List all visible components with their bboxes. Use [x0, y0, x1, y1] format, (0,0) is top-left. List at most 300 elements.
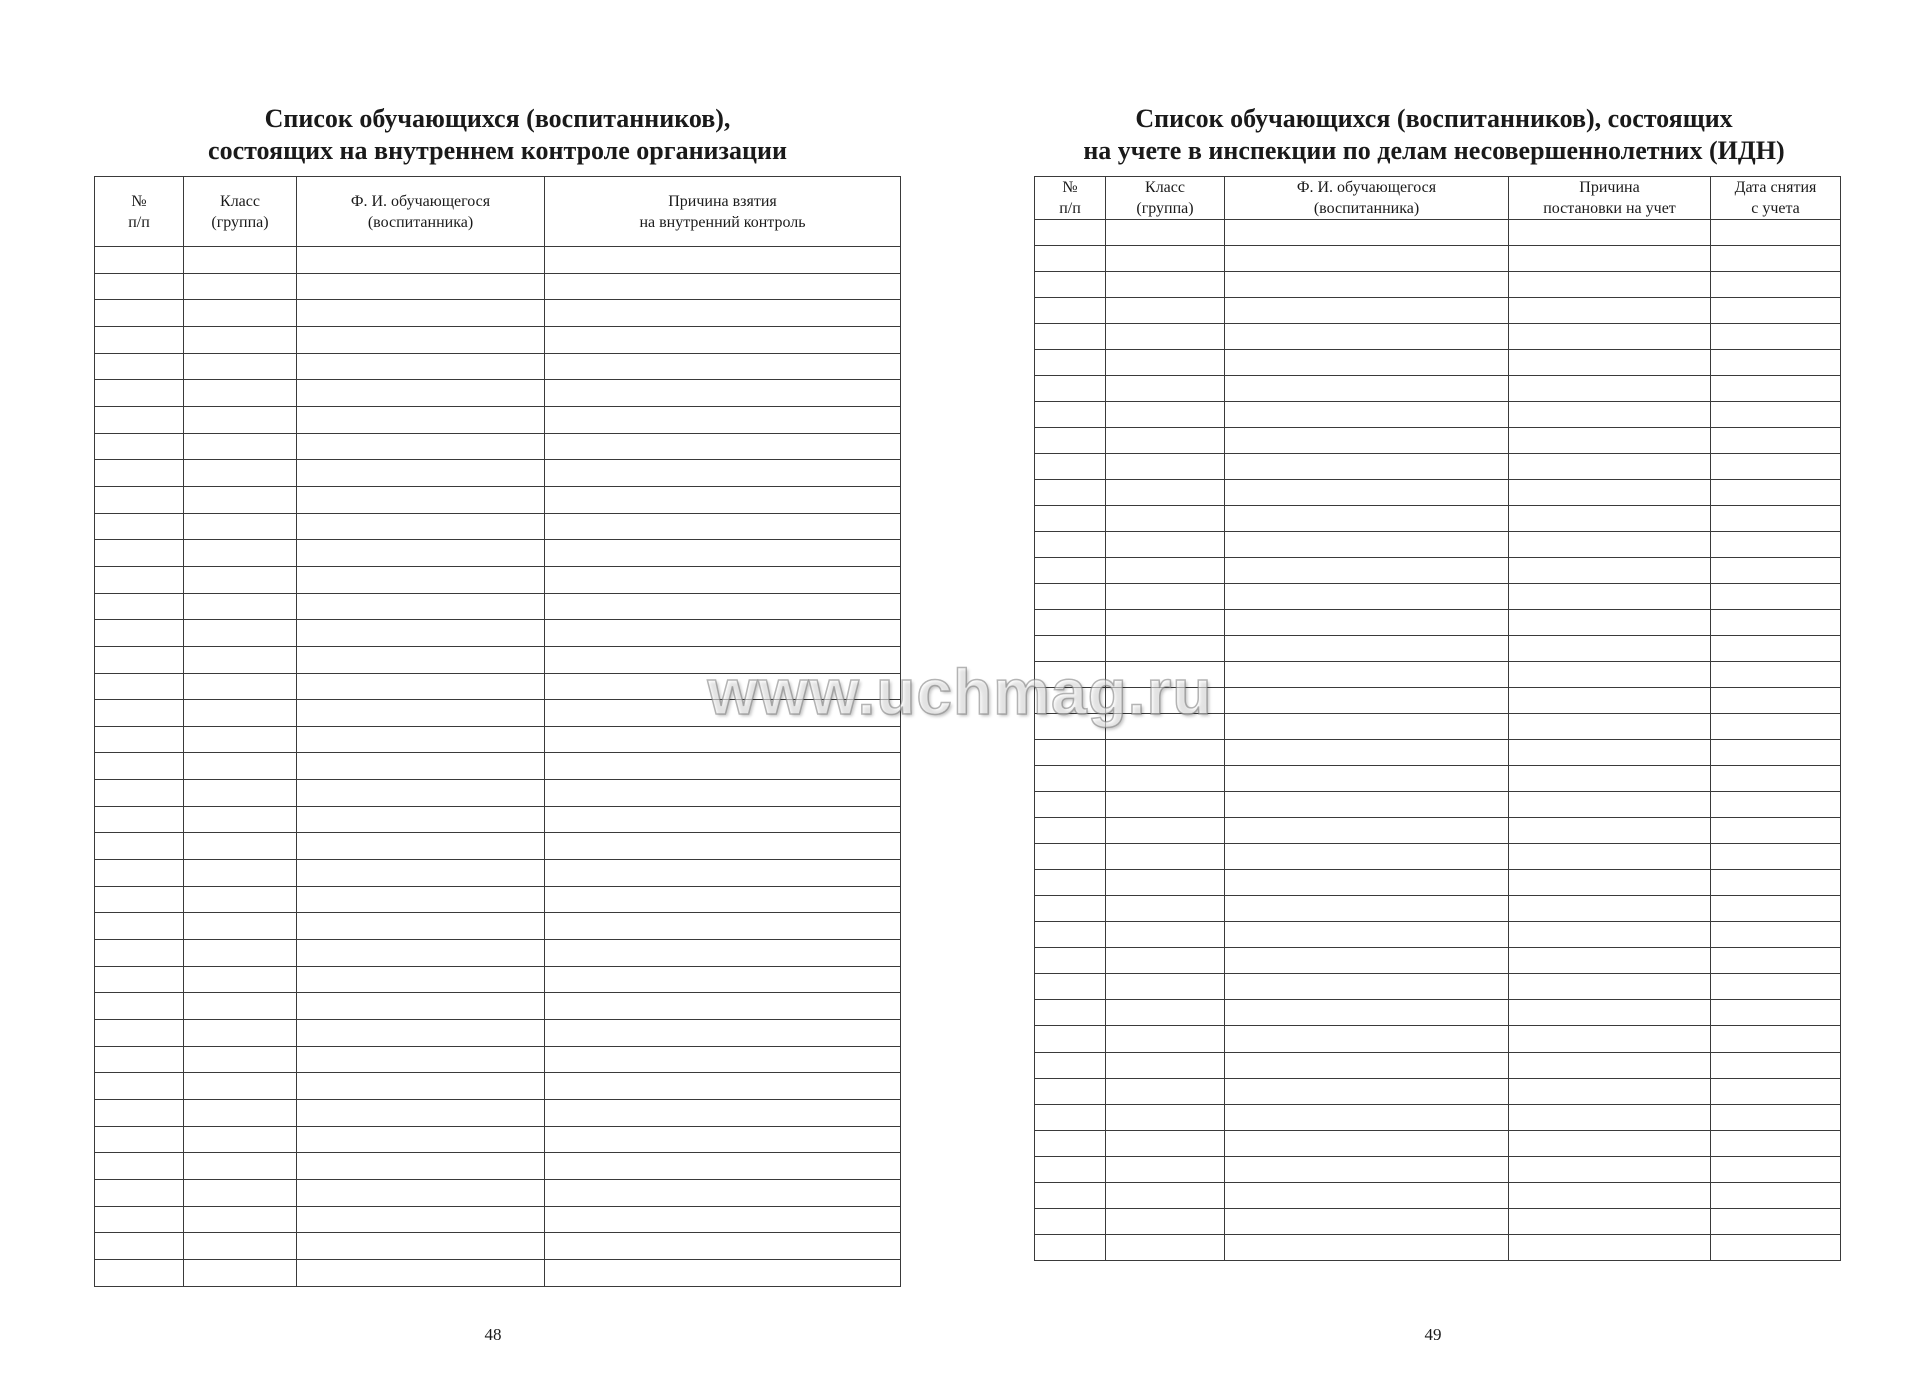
- left-table-cell: [95, 247, 184, 274]
- right-table-cell: [1711, 376, 1841, 402]
- left-title-line1: Список обучающихся (воспитанников),: [264, 104, 731, 133]
- right-table-cell: [1225, 1000, 1509, 1026]
- left-table-cell: [297, 540, 545, 567]
- right-table-cell: [1035, 818, 1106, 844]
- left-table-cell: [297, 566, 545, 593]
- right-table-cell: [1509, 428, 1711, 454]
- right-table-cell: [1509, 740, 1711, 766]
- right-table-row: [1035, 1130, 1841, 1156]
- right-table-body: [1035, 220, 1841, 1261]
- left-table-cell: [297, 486, 545, 513]
- right-table-cell: [1106, 662, 1225, 688]
- right-table-row: [1035, 1234, 1841, 1260]
- left-table-cell: [184, 1206, 297, 1233]
- left-table-cell: [95, 1073, 184, 1100]
- right-table-cell: [1509, 506, 1711, 532]
- left-table-cell: [297, 1153, 545, 1180]
- left-table-cell: [297, 1206, 545, 1233]
- right-table-cell: [1711, 1052, 1841, 1078]
- right-table-row: [1035, 766, 1841, 792]
- right-table-cell: [1035, 896, 1106, 922]
- right-table-row: [1035, 1000, 1841, 1026]
- left-table-cell: [95, 993, 184, 1020]
- left-table-row: [95, 1153, 901, 1180]
- right-table-cell: [1035, 480, 1106, 506]
- right-table-cell: [1225, 844, 1509, 870]
- right-table-cell: [1225, 1234, 1509, 1260]
- right-table-cell: [1711, 662, 1841, 688]
- right-table-cell: [1035, 506, 1106, 532]
- left-table-cell: [297, 1020, 545, 1047]
- left-table-cell: [184, 833, 297, 860]
- right-table-cell: [1509, 818, 1711, 844]
- left-table-row: [95, 966, 901, 993]
- right-table-cell: [1509, 1078, 1711, 1104]
- right-table-cell: [1106, 870, 1225, 896]
- right-table-cell: [1509, 792, 1711, 818]
- left-table-row: [95, 700, 901, 727]
- left-table-cell: [184, 620, 297, 647]
- right-table-cell: [1225, 376, 1509, 402]
- left-table-cell: [545, 1153, 901, 1180]
- left-table-row: [95, 566, 901, 593]
- right-table-cell: [1225, 220, 1509, 246]
- right-table-cell: [1225, 636, 1509, 662]
- right-table-cell: [1509, 1000, 1711, 1026]
- right-table-row: [1035, 246, 1841, 272]
- left-table-cell: [297, 966, 545, 993]
- right-table-cell: [1225, 350, 1509, 376]
- right-table-cell: [1035, 922, 1106, 948]
- right-table-row: [1035, 1182, 1841, 1208]
- left-table-row: [95, 1233, 901, 1260]
- right-table-row: [1035, 740, 1841, 766]
- left-table-cell: [297, 806, 545, 833]
- right-table-cell: [1509, 922, 1711, 948]
- left-table-cell: [184, 1259, 297, 1286]
- left-table-row: [95, 1020, 901, 1047]
- left-table-cell: [95, 1153, 184, 1180]
- left-table-cell: [95, 700, 184, 727]
- left-table-cell: [545, 860, 901, 887]
- left-table-cell: [545, 486, 901, 513]
- right-table-cell: [1106, 1208, 1225, 1234]
- right-table-cell: [1035, 402, 1106, 428]
- left-table-cell: [297, 1126, 545, 1153]
- right-table-row: [1035, 1208, 1841, 1234]
- left-table-cell: [545, 1073, 901, 1100]
- right-table-header-row: [1035, 177, 1841, 220]
- right-table-cell: [1035, 454, 1106, 480]
- right-table-cell: [1509, 324, 1711, 350]
- left-table-cell: [545, 1206, 901, 1233]
- right-table-row: [1035, 948, 1841, 974]
- left-table-cell: [184, 593, 297, 620]
- right-table-cell: [1035, 350, 1106, 376]
- right-table-cell: [1711, 1182, 1841, 1208]
- right-table-cell: [1225, 428, 1509, 454]
- right-table-cell: [1106, 844, 1225, 870]
- right-title-line2: на учете в инспекции по делам несовершеннолетних (ИДН): [1083, 136, 1785, 165]
- left-table-body: [95, 247, 901, 1287]
- left-table-row: [95, 726, 901, 753]
- right-table-cell: [1106, 480, 1225, 506]
- right-col-name-header: Ф. И. обучающегося (воспитанника): [1225, 177, 1509, 220]
- left-table-row: [95, 833, 901, 860]
- left-table-row: [95, 780, 901, 807]
- left-table-cell: [95, 513, 184, 540]
- left-table-cell: [184, 486, 297, 513]
- right-table-cell: [1225, 506, 1509, 532]
- right-table-cell: [1225, 1130, 1509, 1156]
- right-table-cell: [1225, 272, 1509, 298]
- left-table-cell: [95, 1100, 184, 1127]
- left-table-cell: [297, 380, 545, 407]
- right-table-cell: [1106, 1182, 1225, 1208]
- right-table-cell: [1035, 974, 1106, 1000]
- left-table-cell: [184, 1100, 297, 1127]
- right-table-cell: [1509, 896, 1711, 922]
- right-table-cell: [1225, 1182, 1509, 1208]
- right-table-cell: [1035, 1130, 1106, 1156]
- left-table-cell: [545, 940, 901, 967]
- left-table-cell: [545, 273, 901, 300]
- left-table-row: [95, 460, 901, 487]
- right-table-row: [1035, 1104, 1841, 1130]
- left-table-cell: [184, 406, 297, 433]
- left-table-cell: [545, 620, 901, 647]
- right-table-row: [1035, 324, 1841, 350]
- right-table-cell: [1106, 298, 1225, 324]
- left-table-cell: [545, 353, 901, 380]
- right-table-row: [1035, 974, 1841, 1000]
- right-table-cell: [1225, 246, 1509, 272]
- right-col-removal-date-header: Дата снятия с учета: [1711, 177, 1841, 220]
- right-table-cell: [1106, 610, 1225, 636]
- right-table-cell: [1711, 714, 1841, 740]
- left-table-cell: [297, 273, 545, 300]
- right-table-cell: [1225, 402, 1509, 428]
- right-table-cell: [1035, 246, 1106, 272]
- left-table-cell: [297, 913, 545, 940]
- left-register-table: [94, 176, 901, 1287]
- right-table-cell: [1035, 558, 1106, 584]
- left-table-cell: [545, 993, 901, 1020]
- right-table-cell: [1509, 1156, 1711, 1182]
- left-table-cell: [95, 406, 184, 433]
- right-table-row: [1035, 870, 1841, 896]
- right-table-cell: [1035, 1208, 1106, 1234]
- left-table-cell: [95, 1259, 184, 1286]
- left-table-cell: [95, 806, 184, 833]
- right-table-cell: [1106, 402, 1225, 428]
- left-table-cell: [184, 966, 297, 993]
- right-table-cell: [1509, 298, 1711, 324]
- left-table-cell: [95, 726, 184, 753]
- left-table-cell: [184, 566, 297, 593]
- left-table-cell: [95, 780, 184, 807]
- left-table-cell: [545, 1259, 901, 1286]
- right-table-cell: [1225, 1104, 1509, 1130]
- right-table-row: [1035, 402, 1841, 428]
- right-table-cell: [1225, 948, 1509, 974]
- left-table-cell: [184, 913, 297, 940]
- right-table-row: [1035, 792, 1841, 818]
- right-table-row: [1035, 558, 1841, 584]
- left-table-row: [95, 1126, 901, 1153]
- left-col-name-header: Ф. И. обучающегося (воспитанника): [297, 177, 545, 247]
- right-table-cell: [1711, 506, 1841, 532]
- right-table-cell: [1509, 558, 1711, 584]
- right-table-cell: [1711, 896, 1841, 922]
- right-table-cell: [1106, 714, 1225, 740]
- right-table-cell: [1106, 766, 1225, 792]
- left-table-cell: [184, 886, 297, 913]
- left-table-cell: [545, 1046, 901, 1073]
- left-table-cell: [545, 247, 901, 274]
- right-table-row: [1035, 454, 1841, 480]
- right-table-cell: [1509, 1130, 1711, 1156]
- right-table-row: [1035, 818, 1841, 844]
- left-table-cell: [297, 247, 545, 274]
- left-table-cell: [184, 433, 297, 460]
- right-table-cell: [1509, 402, 1711, 428]
- left-table-row: [95, 513, 901, 540]
- left-table-cell: [184, 513, 297, 540]
- right-table-cell: [1035, 220, 1106, 246]
- left-table-row: [95, 1073, 901, 1100]
- right-table-row: [1035, 922, 1841, 948]
- left-table-cell: [184, 673, 297, 700]
- left-table-cell: [184, 540, 297, 567]
- left-table-cell: [297, 620, 545, 647]
- left-table-cell: [95, 433, 184, 460]
- right-table-cell: [1106, 1052, 1225, 1078]
- left-table-cell: [545, 886, 901, 913]
- right-table-cell: [1509, 584, 1711, 610]
- right-table-cell: [1035, 740, 1106, 766]
- left-table-cell: [545, 300, 901, 327]
- left-table-cell: [545, 433, 901, 460]
- right-table-cell: [1106, 792, 1225, 818]
- right-table-cell: [1711, 1234, 1841, 1260]
- left-table-cell: [297, 646, 545, 673]
- right-table-row: [1035, 272, 1841, 298]
- right-table-row: [1035, 480, 1841, 506]
- right-table-cell: [1035, 1000, 1106, 1026]
- right-table-cell: [1225, 584, 1509, 610]
- right-table-cell: [1225, 1208, 1509, 1234]
- right-table-cell: [1106, 454, 1225, 480]
- right-table-cell: [1711, 844, 1841, 870]
- left-table-cell: [184, 753, 297, 780]
- right-table-cell: [1035, 844, 1106, 870]
- right-table-cell: [1106, 1000, 1225, 1026]
- right-table-row: [1035, 220, 1841, 246]
- right-table-cell: [1509, 272, 1711, 298]
- right-table-row: [1035, 584, 1841, 610]
- right-table-cell: [1711, 324, 1841, 350]
- right-table-cell: [1711, 1078, 1841, 1104]
- left-table-cell: [95, 886, 184, 913]
- right-table-cell: [1035, 1026, 1106, 1052]
- right-table-cell: [1035, 870, 1106, 896]
- right-table-cell: [1711, 1026, 1841, 1052]
- left-table-cell: [545, 700, 901, 727]
- right-table-cell: [1711, 818, 1841, 844]
- right-table-cell: [1035, 792, 1106, 818]
- left-table-row: [95, 620, 901, 647]
- right-table-cell: [1509, 1234, 1711, 1260]
- left-table-cell: [545, 513, 901, 540]
- right-table-cell: [1711, 610, 1841, 636]
- left-table-cell: [95, 1179, 184, 1206]
- right-table-cell: [1509, 870, 1711, 896]
- left-table-cell: [95, 913, 184, 940]
- right-table-row: [1035, 350, 1841, 376]
- left-table-cell: [184, 780, 297, 807]
- left-table-cell: [297, 753, 545, 780]
- right-table-cell: [1225, 1052, 1509, 1078]
- left-table-cell: [95, 300, 184, 327]
- left-table-row: [95, 1206, 901, 1233]
- left-table-row: [95, 593, 901, 620]
- right-table-cell: [1035, 636, 1106, 662]
- left-table-row: [95, 886, 901, 913]
- left-table-cell: [297, 1179, 545, 1206]
- left-table-cell: [95, 273, 184, 300]
- right-table-cell: [1106, 350, 1225, 376]
- left-table-cell: [95, 1046, 184, 1073]
- right-table-row: [1035, 610, 1841, 636]
- right-table-cell: [1509, 454, 1711, 480]
- right-table-cell: [1225, 558, 1509, 584]
- right-table-cell: [1106, 376, 1225, 402]
- right-table-cell: [1225, 896, 1509, 922]
- right-table-row: [1035, 636, 1841, 662]
- left-col-reason-header: Причина взятия на внутренний контроль: [545, 177, 901, 247]
- right-table-cell: [1711, 428, 1841, 454]
- right-table-cell: [1106, 272, 1225, 298]
- right-table-row: [1035, 376, 1841, 402]
- left-table-cell: [95, 1206, 184, 1233]
- left-table-cell: [184, 726, 297, 753]
- left-table-cell: [297, 353, 545, 380]
- right-table-cell: [1106, 1026, 1225, 1052]
- right-table-row: [1035, 506, 1841, 532]
- left-page-title: [95, 103, 900, 167]
- right-table-cell: [1035, 610, 1106, 636]
- right-table-cell: [1225, 324, 1509, 350]
- right-table-cell: [1035, 272, 1106, 298]
- right-table-cell: [1106, 1156, 1225, 1182]
- left-table-cell: [95, 940, 184, 967]
- left-table-cell: [545, 326, 901, 353]
- left-table-cell: [95, 966, 184, 993]
- right-table-cell: [1035, 1052, 1106, 1078]
- right-table-cell: [1106, 584, 1225, 610]
- right-table-cell: [1035, 324, 1106, 350]
- left-table-row: [95, 326, 901, 353]
- left-table-cell: [184, 940, 297, 967]
- left-table-cell: [95, 1233, 184, 1260]
- right-table-cell: [1225, 740, 1509, 766]
- left-table-cell: [184, 353, 297, 380]
- right-table-row: [1035, 1078, 1841, 1104]
- left-table-cell: [297, 406, 545, 433]
- right-table-cell: [1035, 688, 1106, 714]
- right-table-cell: [1711, 922, 1841, 948]
- left-table-cell: [297, 833, 545, 860]
- left-table-cell: [297, 1046, 545, 1073]
- right-table-cell: [1035, 662, 1106, 688]
- right-table-cell: [1225, 922, 1509, 948]
- left-table-row: [95, 1046, 901, 1073]
- watermark: www.uchmag.ru: [707, 656, 1213, 728]
- right-table-cell: [1711, 766, 1841, 792]
- left-table-cell: [184, 993, 297, 1020]
- left-table-cell: [184, 273, 297, 300]
- right-table-cell: [1711, 636, 1841, 662]
- right-table-cell: [1509, 1208, 1711, 1234]
- left-table-cell: [545, 406, 901, 433]
- left-table-cell: [184, 1153, 297, 1180]
- left-table-cell: [297, 940, 545, 967]
- left-table-cell: [297, 1259, 545, 1286]
- right-table-cell: [1225, 870, 1509, 896]
- left-table-cell: [545, 673, 901, 700]
- right-table-cell: [1711, 870, 1841, 896]
- left-table-cell: [297, 726, 545, 753]
- right-table-cell: [1509, 844, 1711, 870]
- right-table-cell: [1509, 948, 1711, 974]
- right-table-cell: [1106, 1078, 1225, 1104]
- left-table-cell: [184, 1126, 297, 1153]
- left-col-class-header: Класс (группа): [184, 177, 297, 247]
- right-table-cell: [1509, 376, 1711, 402]
- right-table-cell: [1035, 376, 1106, 402]
- right-table-cell: [1225, 766, 1509, 792]
- left-table-cell: [184, 646, 297, 673]
- left-table-cell: [184, 860, 297, 887]
- right-table-row: [1035, 1052, 1841, 1078]
- right-table-cell: [1225, 480, 1509, 506]
- left-table-cell: [184, 380, 297, 407]
- left-table-cell: [545, 806, 901, 833]
- left-table-cell: [545, 646, 901, 673]
- right-table-cell: [1106, 1234, 1225, 1260]
- right-table-cell: [1509, 1052, 1711, 1078]
- left-table-cell: [297, 300, 545, 327]
- right-col-class-header: Класс (группа): [1106, 177, 1225, 220]
- right-table-cell: [1711, 350, 1841, 376]
- left-table-cell: [545, 833, 901, 860]
- left-table-row: [95, 273, 901, 300]
- right-table-cell: [1225, 974, 1509, 1000]
- right-table-cell: [1509, 974, 1711, 1000]
- left-table-cell: [297, 673, 545, 700]
- right-table-row: [1035, 662, 1841, 688]
- left-table-cell: [184, 1233, 297, 1260]
- left-table-row: [95, 673, 901, 700]
- right-table-cell: [1035, 1156, 1106, 1182]
- right-table-cell: [1509, 636, 1711, 662]
- right-table-cell: [1106, 818, 1225, 844]
- right-table-cell: [1035, 1078, 1106, 1104]
- right-table-cell: [1509, 246, 1711, 272]
- right-table-cell: [1711, 298, 1841, 324]
- left-table-cell: [95, 833, 184, 860]
